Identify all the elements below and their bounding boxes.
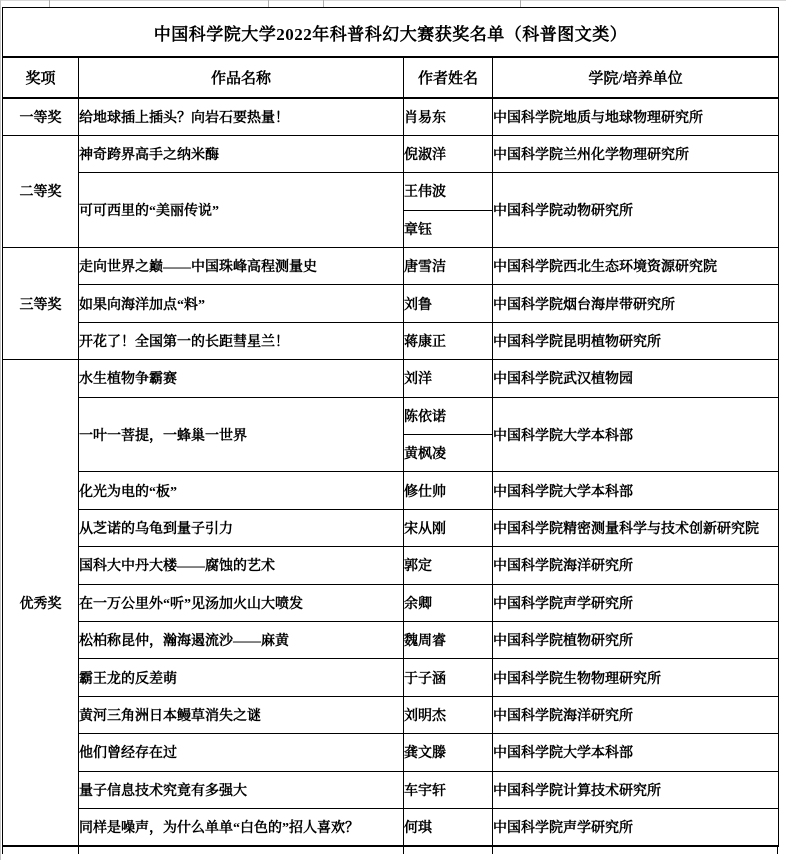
table-row [3,472,779,509]
table-row [3,322,779,359]
header-row [3,57,779,98]
unit-cell: 中国科学院烟台海岸带研究所 [493,285,779,322]
work-title-cell: 化光为电的“板” [79,472,404,509]
unit-cell: 中国科学院大学本科部 [493,397,779,472]
gridline-tick [49,0,50,7]
award-cell: 三等奖 [3,248,79,360]
unit-cell: 中国科学院动物研究所 [493,173,779,248]
author-name-cell: 于子涵 [404,659,493,696]
table-row [3,584,779,621]
table-row [3,360,779,397]
table-row [3,621,779,658]
table-row [3,808,779,845]
table-row [3,659,779,696]
unit-cell: 中国科学院精密测量科学与技术创新研究院 [493,509,779,546]
author-name-cell: 修仕帅 [404,472,493,509]
table-row [3,397,779,434]
col-header-award: 奖项 [3,57,79,98]
sliver-border-segment [492,847,493,854]
table-row [3,135,779,172]
table-row [3,734,779,771]
unit-cell: 中国科学院计算技术研究所 [493,771,779,808]
unit-cell: 中国科学院海洋研究所 [493,547,779,584]
table-row [3,285,779,322]
next-row-sliver [2,847,778,854]
author-name-cell: 王伟波 [404,173,493,210]
unit-cell: 中国科学院武汉植物园 [493,360,779,397]
author-name-cell: 何琪 [404,808,493,845]
unit-cell: 中国科学院大学本科部 [493,734,779,771]
work-title-cell: 松柏称昆仲，瀚海遏流沙——麻黄 [79,621,404,658]
award-cell: 二等奖 [3,135,79,247]
author-name-cell: 刘明杰 [404,696,493,733]
table-row [3,248,779,285]
table-title: 中国科学院大学2022年科普科幻大赛获奖名单（科普图文类） [3,8,779,58]
col-header-unit: 学院/培养单位 [493,57,779,98]
unit-cell: 中国科学院昆明植物研究所 [493,322,779,359]
awards-table [2,7,779,847]
author-name-cell: 蒋康正 [404,322,493,359]
table-head [3,8,779,99]
unit-cell: 中国科学院声学研究所 [493,584,779,621]
unit-cell: 中国科学院声学研究所 [493,808,779,845]
work-title-cell: 国科大中丹大楼——腐蚀的艺术 [79,547,404,584]
work-title-cell: 给地球插上插头？向岩石要热量！ [79,98,404,135]
table-body [3,98,779,846]
author-name-cell: 唐雪洁 [404,248,493,285]
sliver-border-segment [78,847,79,854]
gridline-tick [268,0,269,7]
work-title-cell: 开花了！全国第一的长距彗星兰！ [79,322,404,359]
author-name-cell: 宋从刚 [404,509,493,546]
work-title-cell: 走向世界之巅——中国珠峰高程测量史 [79,248,404,285]
work-title-cell: 量子信息技术究竟有多强大 [79,771,404,808]
author-name-cell: 黄枫凌 [404,435,493,472]
author-name-cell: 倪淑洋 [404,135,493,172]
title-row [3,8,779,58]
work-title-cell: 从芝诺的乌龟到量子引力 [79,509,404,546]
sliver-border-segment [777,847,778,854]
table-row [3,547,779,584]
author-name-cell: 余卿 [404,584,493,621]
author-name-cell: 车宇轩 [404,771,493,808]
table-row [3,771,779,808]
author-name-cell: 章钰 [404,210,493,247]
table-row [3,98,779,135]
author-name-cell: 魏周睿 [404,621,493,658]
sliver-border-segment [2,847,3,854]
col-header-work: 作品名称 [79,57,404,98]
gridline-remnant-top [0,0,786,1]
gridline-tick [520,0,521,7]
award-cell: 优秀奖 [3,360,79,846]
unit-cell: 中国科学院兰州化学物理研究所 [493,135,779,172]
awards-table-wrap [2,7,778,854]
unit-cell: 中国科学院生物物理研究所 [493,659,779,696]
sliver-border-segment [403,847,404,854]
author-name-cell: 刘鲁 [404,285,493,322]
author-name-cell: 郭定 [404,547,493,584]
table-row [3,173,779,210]
work-title-cell: 他们曾经存在过 [79,734,404,771]
table-row [3,696,779,733]
author-name-cell: 刘洋 [404,360,493,397]
gridline-tick [323,0,324,7]
gridline-remnant-left [0,0,1,860]
award-cell: 一等奖 [3,98,79,135]
author-name-cell: 肖易东 [404,98,493,135]
work-title-cell: 神奇跨界高手之纳米酶 [79,135,404,172]
work-title-cell: 同样是噪声，为什么单单“白色的”招人喜欢？ [79,808,404,845]
unit-cell: 中国科学院大学本科部 [493,472,779,509]
unit-cell: 中国科学院海洋研究所 [493,696,779,733]
author-name-cell: 龚文滕 [404,734,493,771]
author-name-cell: 陈依诺 [404,397,493,434]
work-title-cell: 黄河三角洲日本鳗草消失之谜 [79,696,404,733]
work-title-cell: 霸王龙的反差萌 [79,659,404,696]
work-title-cell: 水生植物争霸赛 [79,360,404,397]
unit-cell: 中国科学院植物研究所 [493,621,779,658]
col-header-author: 作者姓名 [404,57,493,98]
work-title-cell: 在一万公里外“听”见汤加火山大喷发 [79,584,404,621]
work-title-cell: 如果向海洋加点“料” [79,285,404,322]
table-row [3,509,779,546]
unit-cell: 中国科学院地质与地球物理研究所 [493,98,779,135]
work-title-cell: 可可西里的“美丽传说” [79,173,404,248]
unit-cell: 中国科学院西北生态环境资源研究院 [493,248,779,285]
work-title-cell: 一叶一菩提，一蜂巢一世界 [79,397,404,472]
